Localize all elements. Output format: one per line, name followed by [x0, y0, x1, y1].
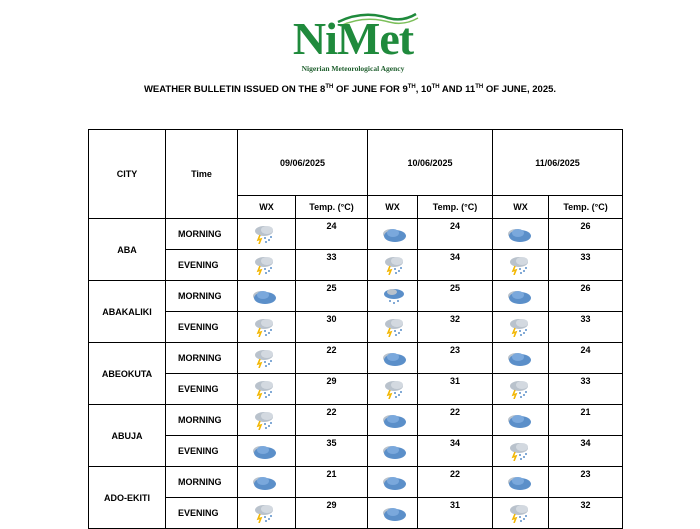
wx-header: WX: [368, 196, 418, 219]
temperature-value: 22: [296, 405, 368, 436]
forecast-table: [88, 129, 623, 529]
thunder-rain-icon: [380, 379, 408, 399]
wx-cell: [368, 436, 418, 467]
wx-cell: [368, 343, 418, 374]
thunder-rain-icon: [250, 317, 278, 337]
temperature-value: 33: [549, 250, 623, 281]
time-header: Time: [166, 130, 238, 219]
temperature-value: 33: [549, 312, 623, 343]
wx-cell: [238, 219, 296, 250]
thunder-rain-icon: [380, 255, 408, 275]
light-rain-icon: [380, 286, 408, 306]
wx-cell: [238, 281, 296, 312]
wx-header: WX: [238, 196, 296, 219]
temperature-value: 23: [418, 343, 493, 374]
table-row: [89, 312, 623, 343]
temperature-value: 26: [549, 281, 623, 312]
temperature-value: 29: [296, 374, 368, 405]
temperature-value: 32: [418, 312, 493, 343]
wx-cell: [368, 281, 418, 312]
cloudy-icon: [380, 441, 408, 461]
table-row: [89, 281, 623, 312]
wx-cell: [493, 405, 549, 436]
table-row: [89, 250, 623, 281]
cloudy-icon: [505, 286, 533, 306]
temperature-value: 33: [549, 374, 623, 405]
wx-cell: [493, 250, 549, 281]
city-name: ABEOKUTA: [89, 343, 166, 405]
cloudy-icon: [505, 348, 533, 368]
cloudy-icon: [505, 224, 533, 244]
logo-subtitle: Nigerian Meteorological Agency: [301, 64, 405, 73]
temperature-value: 21: [549, 405, 623, 436]
cloudy-icon: [380, 503, 408, 523]
table-row: [89, 374, 623, 405]
wx-cell: [493, 467, 549, 498]
temperature-value: 34: [418, 250, 493, 281]
date-header: 11/06/2025: [493, 130, 623, 196]
table-row: [89, 467, 623, 498]
wx-cell: [368, 219, 418, 250]
time-of-day: MORNING: [166, 281, 238, 312]
table-row: [89, 219, 623, 250]
temperature-value: 25: [418, 281, 493, 312]
time-of-day: EVENING: [166, 250, 238, 281]
time-of-day: EVENING: [166, 436, 238, 467]
cloudy-icon: [380, 410, 408, 430]
city-name: ABAKALIKI: [89, 281, 166, 343]
temp-header: Temp. (°C): [549, 196, 623, 219]
time-of-day: EVENING: [166, 498, 238, 529]
temperature-value: 35: [296, 436, 368, 467]
time-of-day: EVENING: [166, 374, 238, 405]
temperature-value: 31: [418, 374, 493, 405]
temperature-value: 24: [418, 219, 493, 250]
date-header: 09/06/2025: [238, 130, 368, 196]
cloudy-icon: [380, 348, 408, 368]
time-of-day: MORNING: [166, 343, 238, 374]
wx-cell: [493, 436, 549, 467]
temperature-value: 23: [549, 467, 623, 498]
wx-cell: [368, 312, 418, 343]
table-row: [89, 498, 623, 529]
temperature-value: 34: [418, 436, 493, 467]
temperature-value: 21: [296, 467, 368, 498]
wx-cell: [368, 374, 418, 405]
wx-cell: [493, 343, 549, 374]
thunder-rain-icon: [250, 410, 278, 430]
thunder-rain-icon: [505, 255, 533, 275]
cloudy-icon: [250, 441, 278, 461]
thunder-rain-icon: [250, 379, 278, 399]
wx-cell: [238, 498, 296, 529]
wx-cell: [368, 405, 418, 436]
wx-cell: [368, 498, 418, 529]
temperature-value: 22: [418, 405, 493, 436]
time-of-day: MORNING: [166, 219, 238, 250]
temperature-value: 33: [296, 250, 368, 281]
thunder-rain-icon: [250, 503, 278, 523]
wx-cell: [238, 436, 296, 467]
date-header: 10/06/2025: [368, 130, 493, 196]
thunder-rain-icon: [505, 503, 533, 523]
time-of-day: MORNING: [166, 467, 238, 498]
cloudy-icon: [250, 472, 278, 492]
temperature-value: 24: [549, 343, 623, 374]
thunder-rain-icon: [250, 255, 278, 275]
wx-cell: [493, 219, 549, 250]
wx-cell: [238, 250, 296, 281]
temperature-value: 30: [296, 312, 368, 343]
table-row: [89, 405, 623, 436]
city-name: ADO-EKITI: [89, 467, 166, 529]
thunder-rain-icon: [505, 317, 533, 337]
wx-cell: [368, 250, 418, 281]
nimet-logo: [278, 8, 428, 76]
temperature-value: 22: [418, 467, 493, 498]
temp-header: Temp. (°C): [296, 196, 368, 219]
wx-cell: [368, 467, 418, 498]
temperature-value: 29: [296, 498, 368, 529]
wx-cell: [493, 498, 549, 529]
temperature-value: 34: [549, 436, 623, 467]
cloudy-icon: [380, 224, 408, 244]
bulletin-title: WEATHER BULLETIN ISSUED ON THE 8TH OF JUNE FOR 9TH, 10TH AND 11TH OF JUNE, 2025.: [143, 84, 557, 96]
temperature-value: 22: [296, 343, 368, 374]
cloudy-icon: [505, 472, 533, 492]
cloudy-icon: [505, 410, 533, 430]
temperature-value: 31: [418, 498, 493, 529]
time-of-day: EVENING: [166, 312, 238, 343]
cloudy-icon: [250, 286, 278, 306]
wx-header: WX: [493, 196, 549, 219]
wx-cell: [493, 312, 549, 343]
wx-cell: [238, 405, 296, 436]
wx-cell: [493, 374, 549, 405]
temperature-value: 32: [549, 498, 623, 529]
temperature-value: 25: [296, 281, 368, 312]
logo-wordmark: NiMet: [292, 13, 414, 64]
city-name: ABUJA: [89, 405, 166, 467]
city-header: CITY: [89, 130, 166, 219]
thunder-rain-icon: [505, 379, 533, 399]
thunder-rain-icon: [380, 317, 408, 337]
cloudy-icon: [380, 472, 408, 492]
table-row: [89, 436, 623, 467]
wx-cell: [238, 343, 296, 374]
thunder-rain-icon: [250, 224, 278, 244]
thunder-rain-icon: [250, 348, 278, 368]
time-of-day: MORNING: [166, 405, 238, 436]
temp-header: Temp. (°C): [418, 196, 493, 219]
city-name: ABA: [89, 219, 166, 281]
table-row: [89, 343, 623, 374]
wx-cell: [238, 467, 296, 498]
wx-cell: [493, 281, 549, 312]
temperature-value: 26: [549, 219, 623, 250]
thunder-rain-icon: [505, 441, 533, 461]
wx-cell: [238, 312, 296, 343]
temperature-value: 24: [296, 219, 368, 250]
wx-cell: [238, 374, 296, 405]
